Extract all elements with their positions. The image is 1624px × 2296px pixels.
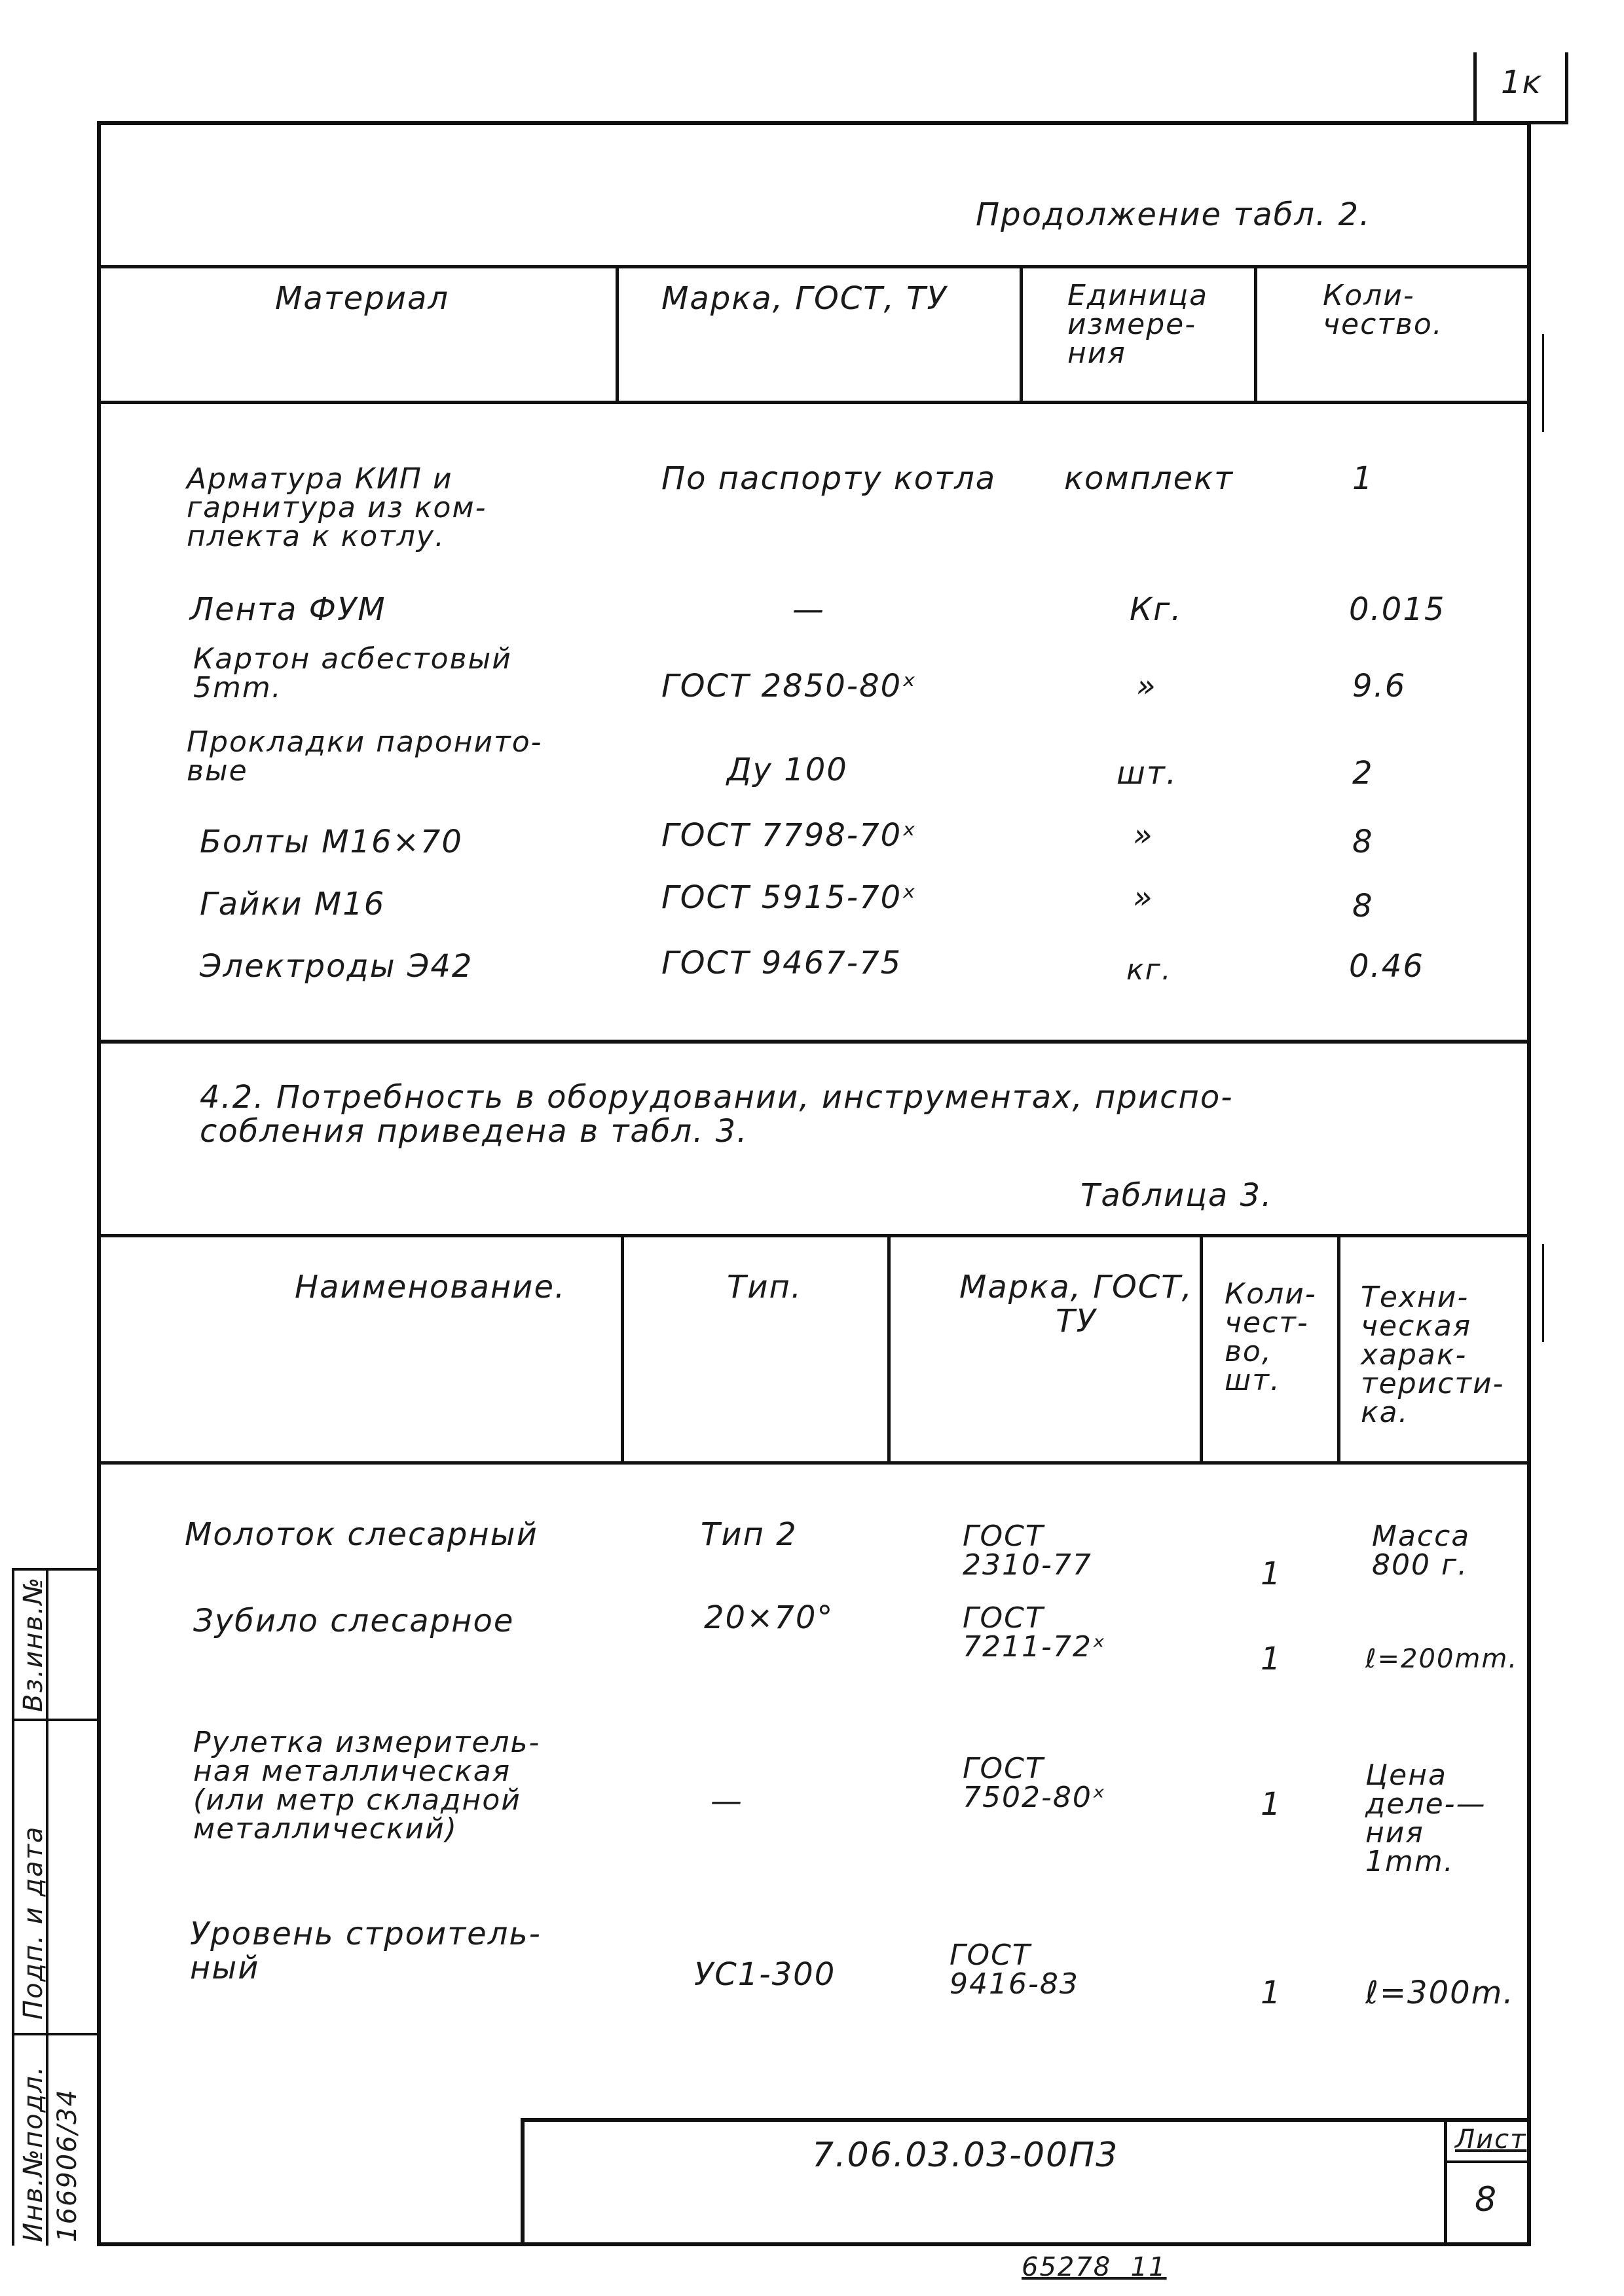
- section-4-2-paragraph: 4.2. Потребность в оборудовании, инструментах, приспо- собления приведена в табл. 3.: [200, 1079, 1234, 1150]
- table2-row2-mark: —: [792, 591, 825, 628]
- table2-row6-qty: 8: [1352, 888, 1374, 924]
- stamp-sheet-number: 8: [1475, 2180, 1498, 2219]
- table2-row3-material: Картон асбестовый 5mm.: [193, 642, 512, 704]
- table2-header-material: Материал: [275, 280, 450, 317]
- table2-row7-material: Электроды Э42: [200, 948, 473, 985]
- table3-row1-name: Молоток слесарный: [185, 1516, 538, 1553]
- table3-row3-mark: ГОСТ 7502-80ˣ: [963, 1752, 1107, 1814]
- table2-row3-mark: ГОСТ 2850-80ˣ: [661, 668, 917, 704]
- table2-row7-qty: 0.46: [1349, 948, 1424, 985]
- stamp-sheet-label: Лист: [1455, 2124, 1527, 2155]
- table2-row6-unit: »: [1133, 879, 1154, 916]
- table2-row4-mark: Ду 100: [727, 752, 848, 788]
- table2-row4-unit: шт.: [1116, 755, 1178, 792]
- table2-header-mark: Марка, ГОСТ, ТУ: [661, 280, 948, 317]
- table3-header-spec: Техни- ческая харак- теристи- ка.: [1361, 1281, 1505, 1429]
- table2-row2-material: Лента ФУМ: [190, 591, 386, 628]
- side-label-inv-repl: Вз.инв.№: [18, 1576, 48, 1712]
- table3-row4-spec: ℓ=300m.: [1365, 1975, 1515, 2011]
- table2-row4-material: Прокладки паронито- вые: [187, 725, 543, 788]
- table3-row3-spec: Цена деле-— ния 1mm.: [1365, 1758, 1486, 1878]
- table2-header-unit: Единица измере- ния: [1067, 279, 1209, 370]
- table3-row2-type: 20×70°: [704, 1599, 834, 1636]
- table3-row2-mark: ГОСТ 7211-72ˣ: [963, 1601, 1107, 1664]
- frame-right: [1527, 121, 1531, 2246]
- table3-row4-type: УС1-300: [694, 1956, 836, 1993]
- corner-mark: 1ĸ: [1501, 64, 1542, 101]
- table3-row1-qty: 1: [1261, 1556, 1282, 1592]
- table2-row6-mark: ГОСТ 5915-70ˣ: [661, 879, 917, 916]
- table3-row1-spec: Масса 800 г.: [1372, 1520, 1471, 1582]
- table3-header-type: Тип.: [727, 1269, 803, 1305]
- frame-left: [97, 121, 101, 2246]
- table3-row2-qty: 1: [1261, 1641, 1282, 1677]
- table3-row2-spec: ℓ=200mm.: [1365, 1644, 1519, 1674]
- table2-row7-unit: кг.: [1126, 953, 1172, 987]
- table3-row1-type: Тип 2: [701, 1516, 798, 1553]
- table3-header-mark: Марка, ГОСТ, ТУ: [959, 1269, 1193, 1339]
- table2-row6-material: Гайки М16: [200, 886, 386, 922]
- table2-row3-unit: »: [1136, 668, 1157, 704]
- table2-row1-material: Арматура КИП и гарнитура из ком- плекта к котлу.: [187, 462, 487, 553]
- continuation-caption: Продолжение табл. 2.: [976, 196, 1371, 233]
- table2-row5-unit: »: [1133, 817, 1154, 854]
- table3-row4-name: Уровень строитель- ный: [190, 1916, 542, 1986]
- table3-row3-name: Рулетка измеритель- ная металлическая (или метр складной металлический): [193, 1726, 541, 1846]
- table3-row1-mark: ГОСТ 2310-77: [963, 1520, 1092, 1582]
- frame-bottom: [97, 2242, 1531, 2246]
- table3-row3-qty: 1: [1261, 1786, 1282, 1823]
- bottom-archive-number: 65278 11: [1022, 2252, 1167, 2282]
- table2-row2-qty: 0.015: [1349, 591, 1446, 628]
- table3-row2-name: Зубило слесарное: [193, 1603, 515, 1639]
- table3-header-qty: Коли- чест- во, шт.: [1225, 1277, 1317, 1397]
- side-label-sign-date: Подп. и дата: [18, 1825, 48, 2020]
- side-label-inv-orig: Инв.№подл.: [18, 2065, 48, 2242]
- table2-row3-qty: 9.6: [1352, 668, 1407, 704]
- stamp-doc-code: 7.06.03.03-00П3: [812, 2136, 1119, 2175]
- table3-header-name: Наименование.: [295, 1269, 566, 1305]
- table2-row1-qty: 1: [1352, 460, 1374, 497]
- table2-header-qty: Коли- чество.: [1323, 279, 1443, 341]
- frame-top: [97, 121, 1531, 125]
- table2-row1-unit: комплект: [1064, 460, 1234, 497]
- table2-row5-material: Болты М16×70: [200, 824, 463, 860]
- table2-row4-qty: 2: [1352, 755, 1374, 792]
- table2-row5-qty: 8: [1352, 824, 1374, 860]
- table2-row1-mark: По паспорту котла: [661, 460, 997, 497]
- table3-caption: Таблица 3.: [1080, 1177, 1273, 1214]
- table3-row4-mark: ГОСТ 9416-83: [950, 1939, 1079, 2001]
- table2-row7-mark: ГОСТ 9467-75: [661, 945, 902, 981]
- side-label-inv-value: 166906/34: [52, 2088, 83, 2242]
- table3-row3-type: —: [710, 1783, 743, 1819]
- table2-row2-unit: Кг.: [1130, 591, 1183, 628]
- table3-row4-qty: 1: [1261, 1975, 1282, 2011]
- table2-row5-mark: ГОСТ 7798-70ˣ: [661, 817, 917, 854]
